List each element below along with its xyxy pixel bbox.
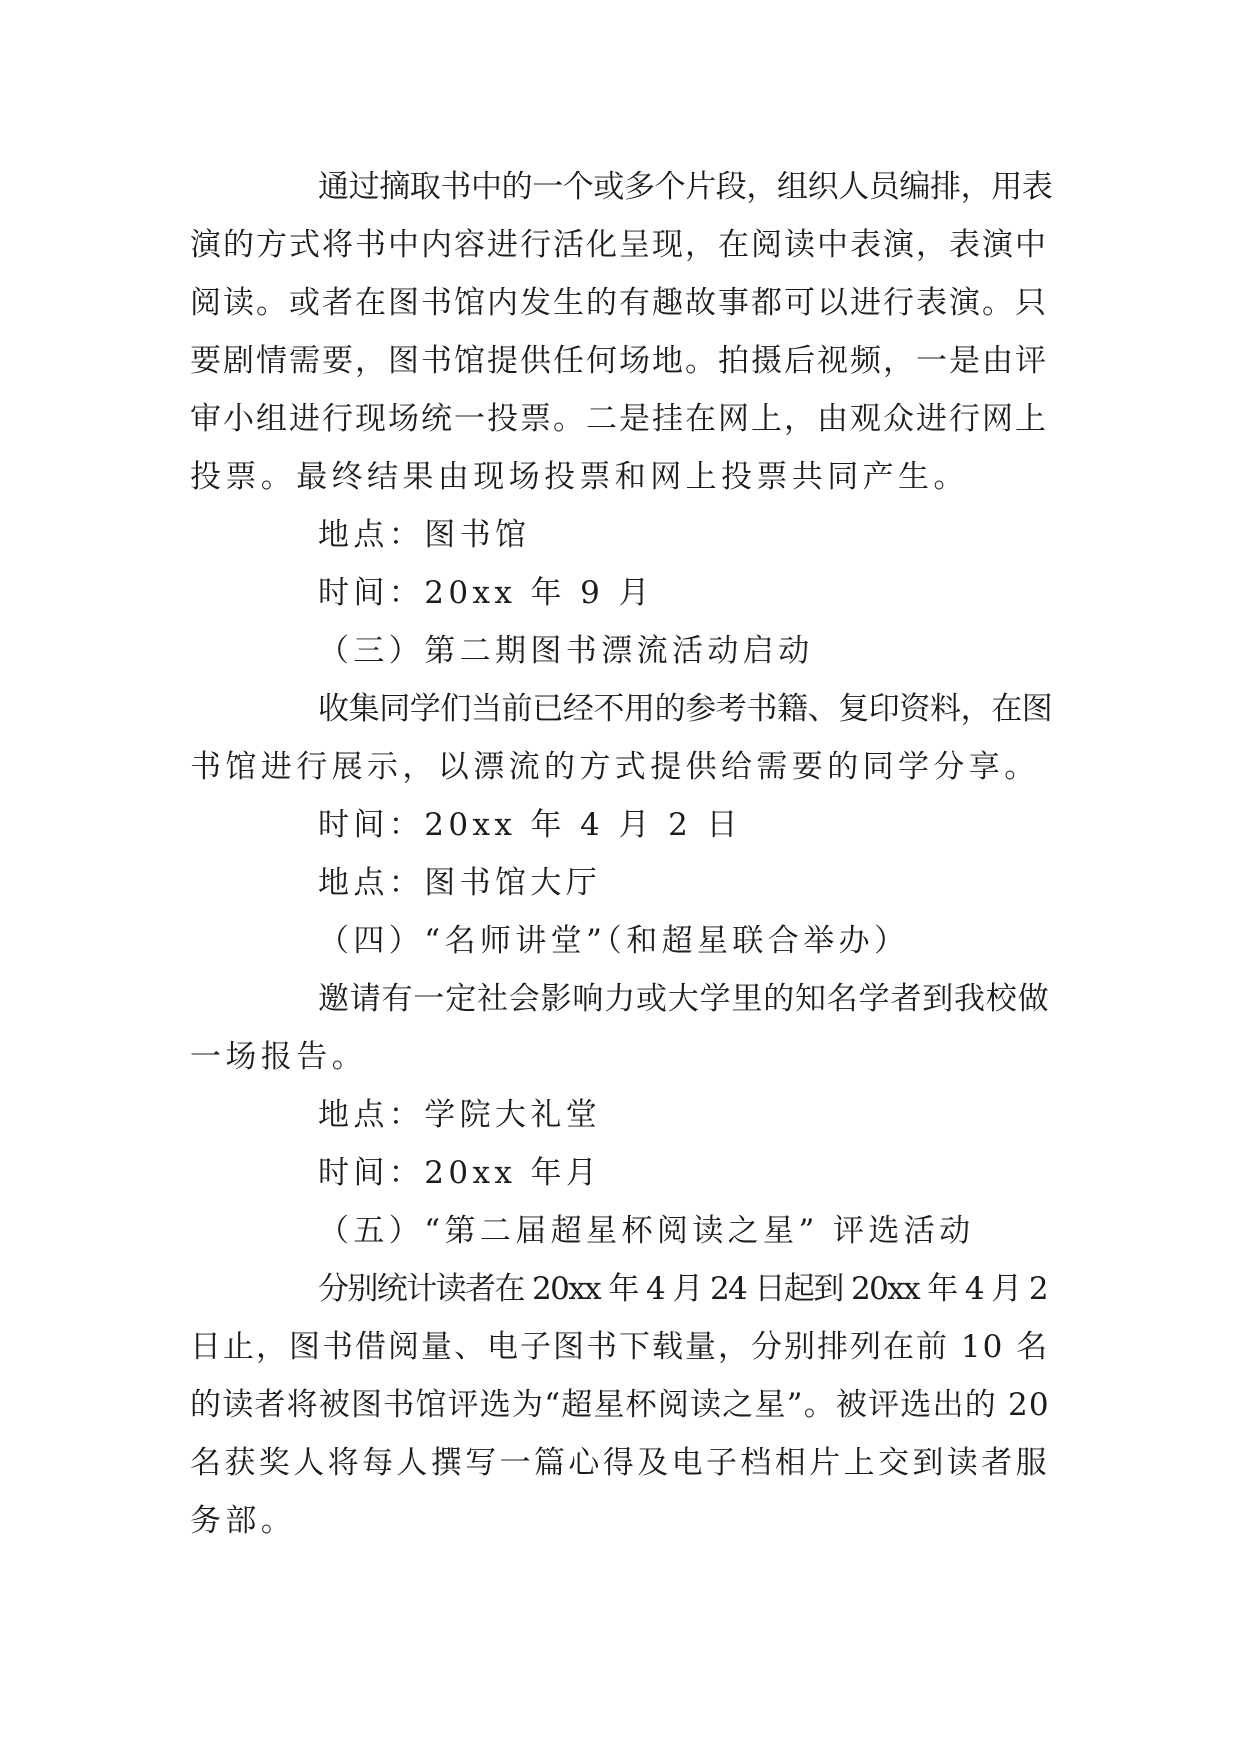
- paragraph-location: [190, 854, 1052, 912]
- text-line: 分别统计读者在 20xx 年 4 月 24 日起到 20xx 年 4 月 2: [318, 1271, 1048, 1307]
- text-line: 阅读。或者在图书馆内发生的有趣故事都可以进行表演。只: [190, 285, 1048, 321]
- text-line: 通过摘取书中的一个或多个片段，组织人员编排，用表: [318, 169, 1053, 205]
- paragraph-location: [190, 506, 1052, 564]
- paragraph-location: [190, 1086, 1052, 1144]
- text-line: （三）第二期图书漂流活动启动: [318, 633, 814, 669]
- text-line: 投票。最终结果由现场投票和网上投票共同产生。: [190, 459, 969, 495]
- text-line: （四）“名师讲堂”（和超星联合举办）: [318, 923, 910, 959]
- text-line: 书馆进行展示，以漂流的方式提供给需要的同学分享。: [190, 749, 1040, 785]
- text-line: 要剧情需要，图书馆提供任何场地。拍摄后视频，一是由评: [190, 343, 1048, 379]
- paragraph-performance-description: [190, 158, 1052, 506]
- paragraph-time: [190, 796, 1052, 854]
- text-line: 地点：图书馆大厅: [318, 865, 602, 901]
- text-line: 时间：20xx 年月: [318, 1155, 602, 1191]
- text-line: 演的方式将书中内容进行活化呈现，在阅读中表演，表演中: [190, 227, 1048, 263]
- document-body: [190, 158, 1052, 1550]
- paragraph-time: [190, 564, 1052, 622]
- section-heading-5: [190, 1202, 1052, 1260]
- paragraph-time: [190, 1144, 1052, 1202]
- section-heading-4: [190, 912, 1052, 970]
- text-line: 的读者将被图书馆评选为“超星杯阅读之星”。被评选出的 20: [190, 1387, 1050, 1423]
- text-line: 地点：图书馆: [318, 517, 531, 553]
- text-line: 一场报告。: [190, 1039, 367, 1075]
- text-line: 时间：20xx 年 4 月 2 日: [318, 807, 742, 843]
- text-line: 收集同学们当前已经不用的参考书籍、复印资料，在图: [318, 691, 1053, 727]
- text-line: 审小组进行现场统一投票。二是挂在网上，由观众进行网上: [190, 401, 1048, 437]
- text-line: （五）“第二届超星杯阅读之星” 评选活动: [318, 1213, 975, 1249]
- text-line: 邀请有一定社会影响力或大学里的知名学者到我校做: [318, 981, 1050, 1017]
- text-line: 名获奖人将每人撰写一篇心得及电子档相片上交到读者服: [190, 1445, 1050, 1481]
- text-line: 地点：学院大礼堂: [318, 1097, 602, 1133]
- paragraph-book-drift-description: [190, 680, 1052, 796]
- paragraph-reading-star-description: [190, 1260, 1052, 1550]
- paragraph-lecture-description: [190, 970, 1052, 1086]
- text-line: 日止，图书借阅量、电子图书下载量，分别排列在前 10 名: [190, 1329, 1050, 1365]
- text-line: 务部。: [190, 1503, 297, 1539]
- section-heading-3: [190, 622, 1052, 680]
- text-line: 时间：20xx 年 9 月: [318, 575, 654, 611]
